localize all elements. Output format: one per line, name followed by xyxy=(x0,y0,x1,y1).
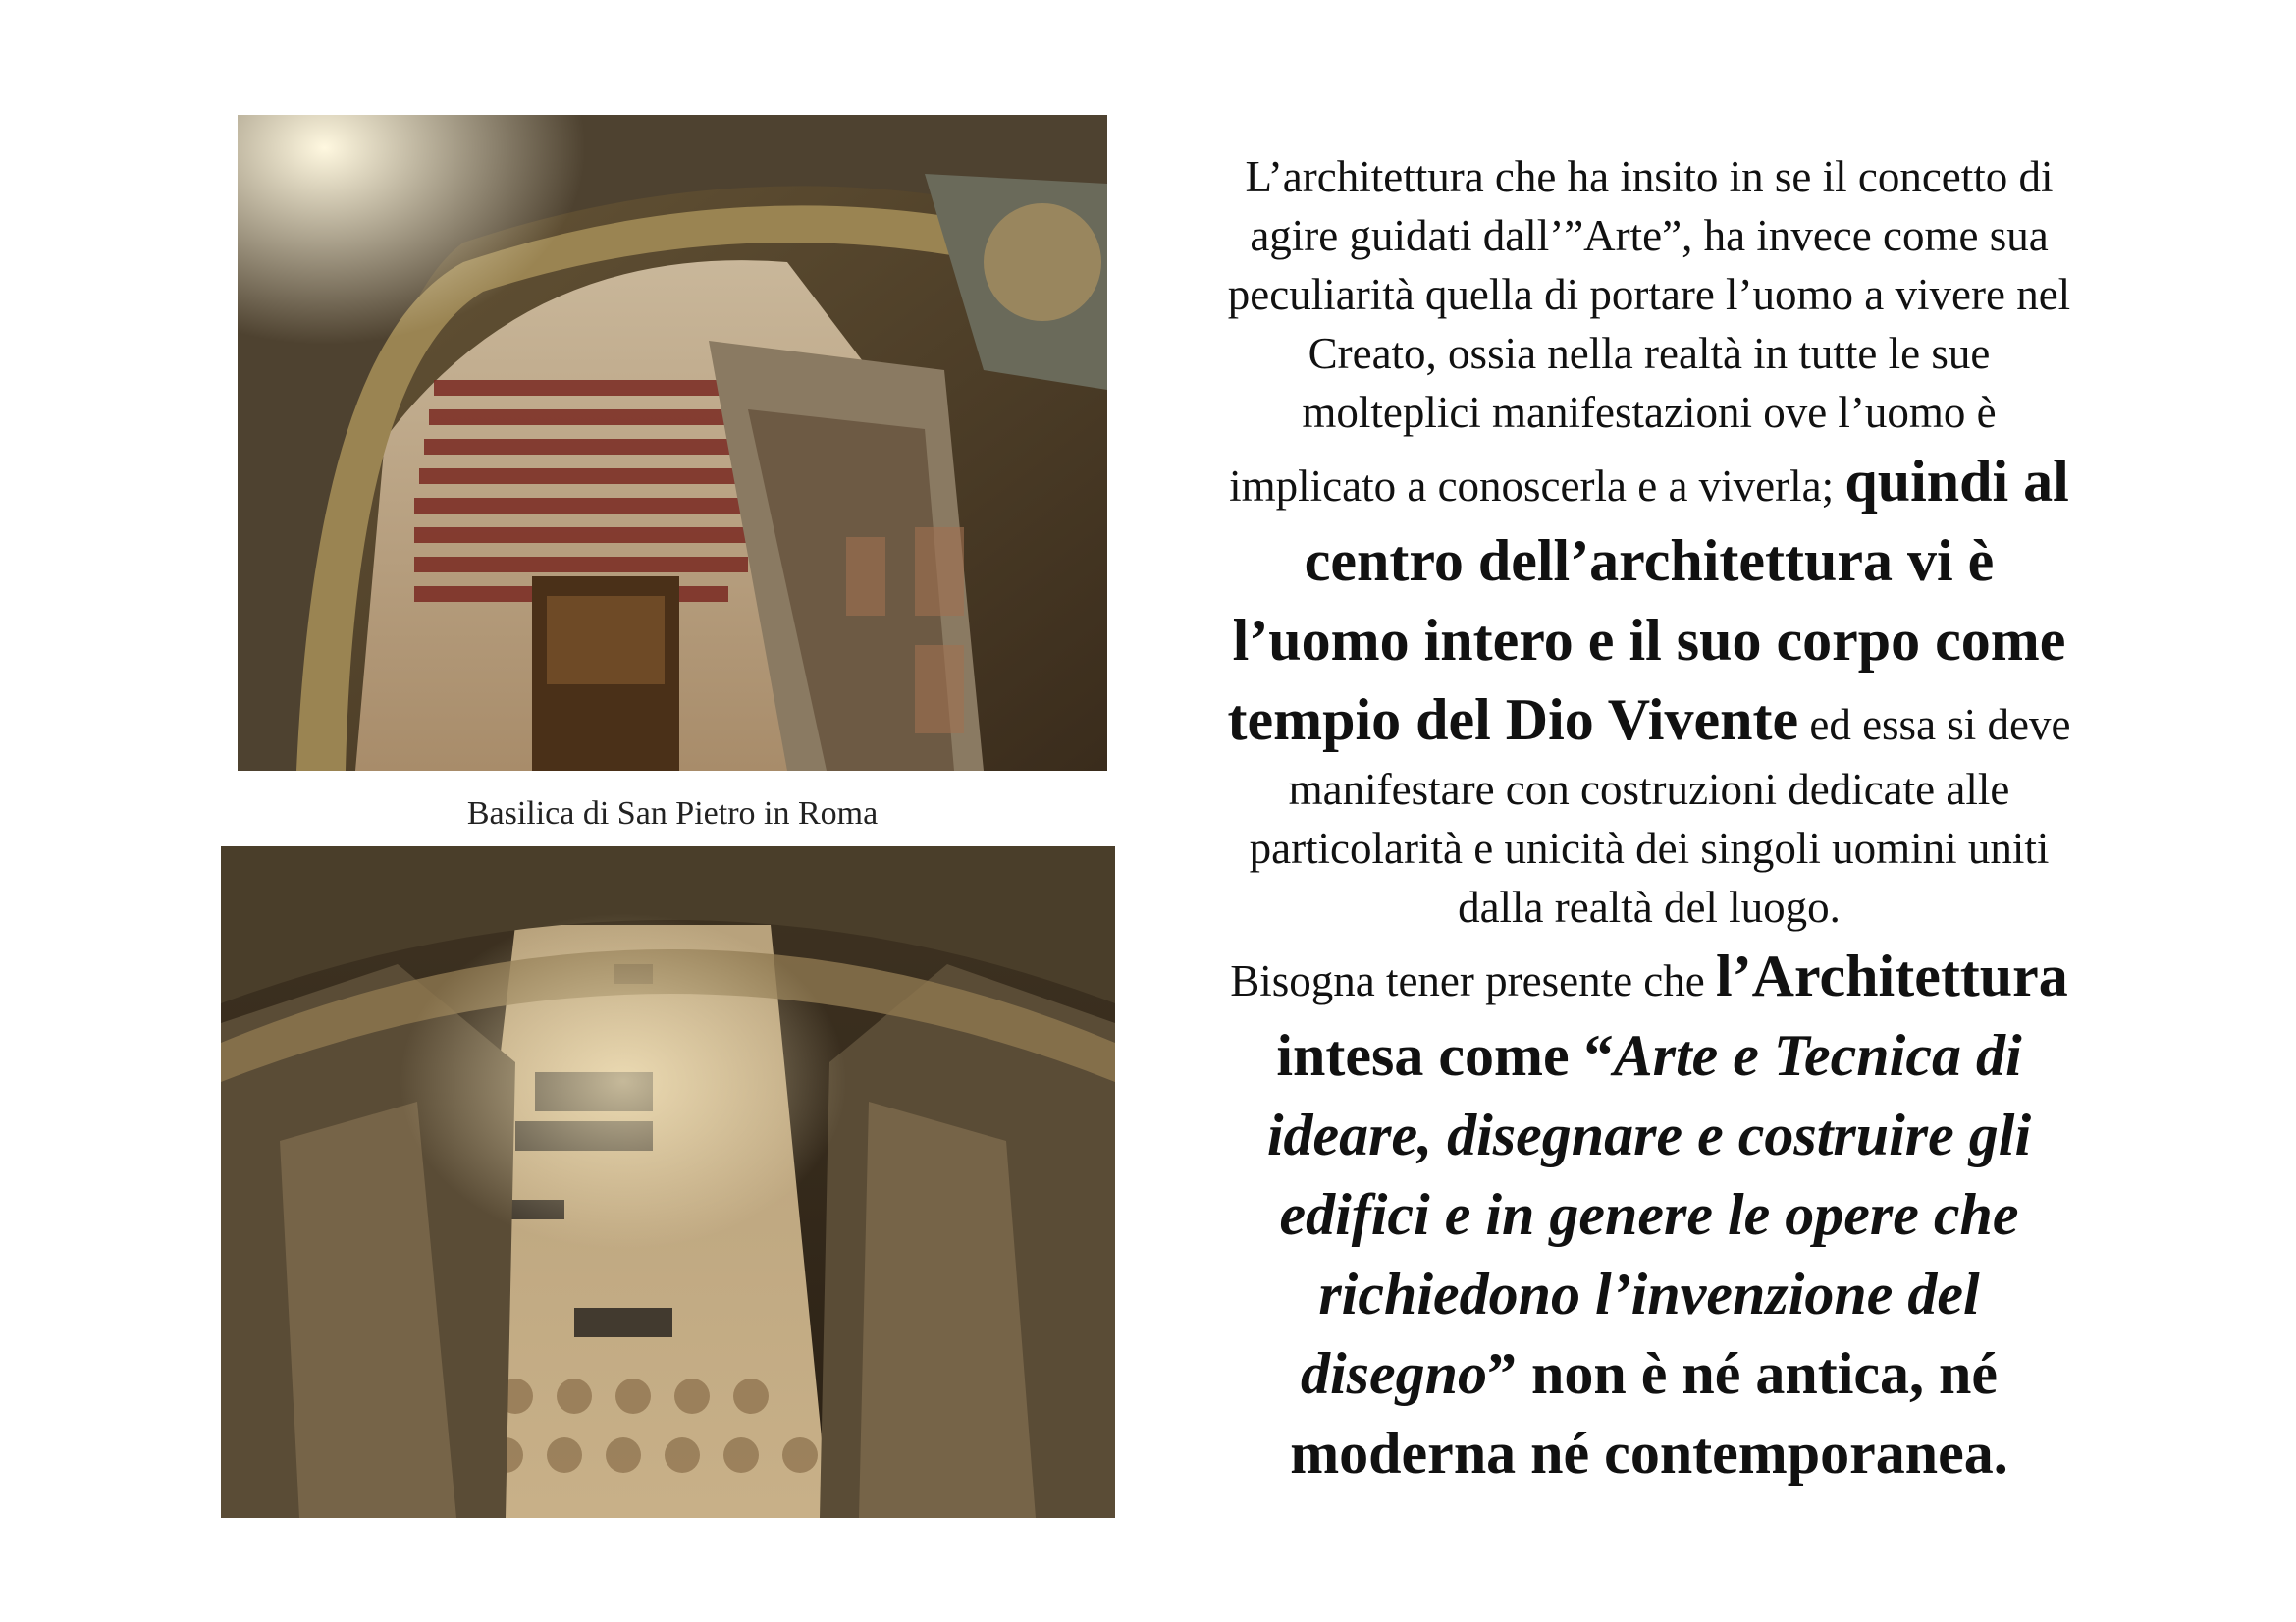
p1-line: Creato, ossia nella realtà in tutte le sue xyxy=(1308,329,1991,378)
p1-line: agire guidati dall’”Arte”, ha invece come sua xyxy=(1250,211,2049,260)
p1-line-regular: ed essa si deve xyxy=(1798,700,2071,749)
p2-line-bold: l’Architettura xyxy=(1716,944,2068,1008)
p2-mixed-line xyxy=(1158,1334,2140,1414)
basilica-photo-bottom-image xyxy=(221,846,1115,1518)
p2-line-regular: Bisogna tener presente che xyxy=(1230,956,1717,1005)
basilica-photo-bottom xyxy=(221,846,1115,1518)
p1-mixed-line xyxy=(1158,442,2140,521)
p2-italic-line: richiedono l’invenzione del xyxy=(1318,1262,1980,1326)
p1-line-regular: implicato a conoscerla e a viverla; xyxy=(1229,461,1845,511)
p1-mixed-line xyxy=(1158,680,2140,760)
p2-mixed-line xyxy=(1158,937,2140,1016)
p1-line: L’architettura che ha insito in se il concetto di xyxy=(1245,152,2054,201)
p1-line: dalla realtà del luogo. xyxy=(1458,883,1841,932)
p1-line: manifestare con costruzioni dedicate alle xyxy=(1288,765,2010,814)
basilica-photo-top-image xyxy=(238,115,1107,771)
p1-line: molteplici manifestazioni ove l’uomo è xyxy=(1302,388,1997,437)
p2-italic-line: edifici e in genere le opere che xyxy=(1279,1182,2019,1247)
p2-bold-line: moderna né contemporanea. xyxy=(1290,1421,2008,1486)
basilica-photo-top xyxy=(238,115,1107,771)
p1-bold-line: l’uomo intero e il suo corpo come xyxy=(1232,608,2066,673)
p2-line-italic: Arte e Tecnica di xyxy=(1613,1023,2022,1088)
p1-line: peculiarità quella di portare l’uomo a vivere nel xyxy=(1227,270,2071,319)
p1-line-bold: tempio del Dio Vivente xyxy=(1227,687,1799,752)
paragraph-2 xyxy=(1158,937,2140,1493)
p2-line-bold: intesa come “ xyxy=(1276,1023,1614,1088)
paragraph-1 xyxy=(1158,147,2140,937)
text-column xyxy=(1158,147,2140,1493)
p2-line-italic: disegno xyxy=(1300,1341,1487,1406)
p2-italic-line: ideare, disegnare e costruire gli xyxy=(1266,1103,2032,1167)
p2-line-bold: ” non è né antica, né xyxy=(1487,1341,1999,1406)
p1-line: particolarità e unicità dei singoli uomini uniti xyxy=(1249,824,2050,873)
p2-mixed-line xyxy=(1158,1016,2140,1096)
p1-line-bold: quindi al xyxy=(1844,449,2069,514)
p1-bold-line: centro dell’architettura vi è xyxy=(1304,528,1995,593)
photo-caption: Basilica di San Pietro in Roma xyxy=(466,795,879,832)
